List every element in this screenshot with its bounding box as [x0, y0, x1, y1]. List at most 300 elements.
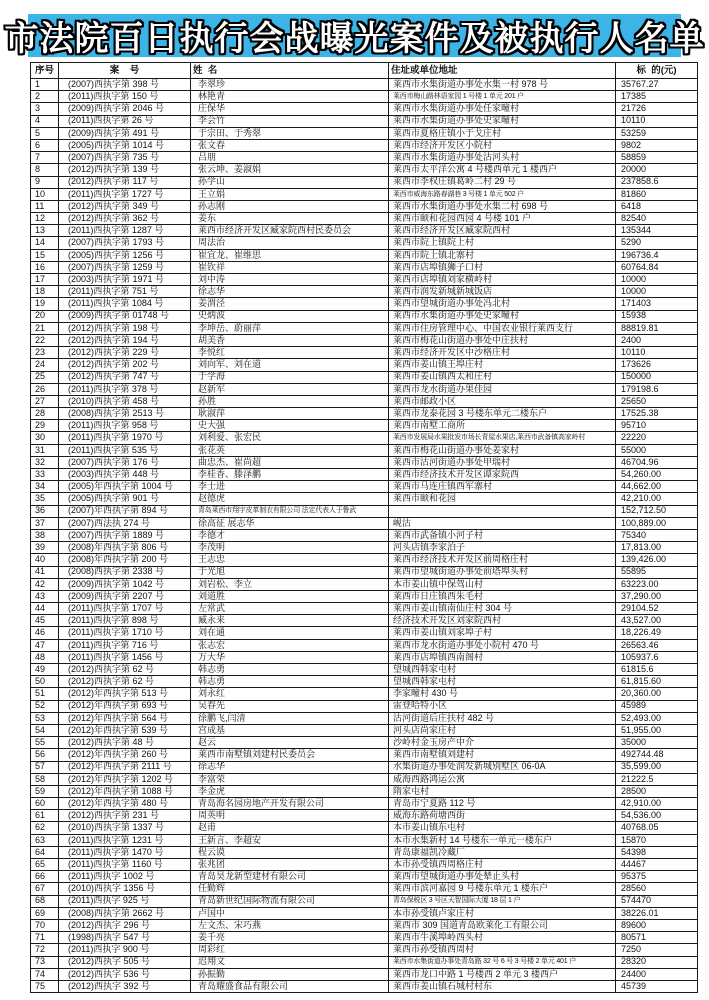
cell-serial-number: 31	[31, 444, 59, 456]
cell-name: 崔宜龙、崔维思	[191, 249, 389, 261]
cell-case-number: (2008)西执字第 2513 号	[59, 408, 191, 420]
cell-case-number: (2011)西执字 1002 号	[59, 871, 191, 883]
cell-case-number: (2011)西执字 925 号	[59, 895, 191, 907]
cell-serial-number: 15	[31, 249, 59, 261]
cell-serial-number: 63	[31, 834, 59, 846]
header-serial-number: 序号	[31, 63, 59, 79]
cell-name: 卢国中	[191, 907, 389, 919]
cell-name: 于学海	[191, 371, 389, 383]
table-row	[31, 688, 698, 700]
table-row	[31, 578, 698, 590]
cell-serial-number: 21	[31, 322, 59, 334]
cell-amount: 574470	[616, 895, 698, 907]
cell-amount: 6418	[616, 200, 698, 212]
table-row	[31, 859, 698, 871]
cell-amount: 54,260.00	[616, 469, 698, 481]
cell-name: 刘永红	[191, 688, 389, 700]
cell-address: 莱西市经济开发区中沙格庄村	[389, 347, 616, 359]
cell-case-number: (2012)西执字第 747 号	[59, 371, 191, 383]
cell-amount: 75340	[616, 529, 698, 541]
cell-address: 莱西市梅花山街道办事处中庄扶村	[389, 334, 616, 346]
table-row	[31, 420, 698, 432]
cell-amount: 37,290.00	[616, 590, 698, 602]
cell-address: 莱西市日庄镇西朱毛村	[389, 590, 616, 602]
cell-case-number: (2011)西执字第 1727 号	[59, 188, 191, 200]
table-row	[31, 542, 698, 554]
cell-name: 青岛海名园房地产开发有限公司	[191, 798, 389, 810]
table-row	[31, 968, 698, 980]
cell-serial-number: 27	[31, 395, 59, 407]
cell-address: 莱西市院上镇北寨村	[389, 249, 616, 261]
cell-amount: 17385	[616, 91, 698, 103]
page-title: 市法院百日执行会战曝光案件及被执行人名单	[4, 20, 705, 58]
table-row	[31, 164, 698, 176]
table-row	[31, 359, 698, 371]
cell-serial-number: 49	[31, 664, 59, 676]
table-row	[31, 761, 698, 773]
cell-serial-number: 55	[31, 737, 59, 749]
cell-serial-number: 37	[31, 517, 59, 529]
cell-amount: 80571	[616, 932, 698, 944]
cell-address: 莱西市润发新城新城饭店	[389, 286, 616, 298]
cell-address: 莱西市姜山镇刘家埠子村	[389, 627, 616, 639]
cell-amount: 171403	[616, 298, 698, 310]
cell-amount: 61,815.60	[616, 676, 698, 688]
cell-case-number: (2007)西执字第 176 号	[59, 456, 191, 468]
cell-name: 周彩红	[191, 944, 389, 956]
cell-serial-number: 19	[31, 298, 59, 310]
table-row	[31, 871, 698, 883]
cell-address: 莱西市经济开发区臧家院西村	[389, 225, 616, 237]
table-row	[31, 883, 698, 895]
table-row	[31, 237, 698, 249]
cell-amount: 20000	[616, 164, 698, 176]
cell-amount: 100,889.00	[616, 517, 698, 529]
cell-amount: 61815.6	[616, 664, 698, 676]
cell-case-number: (2012)西执字 536 号	[59, 968, 191, 980]
cell-serial-number: 41	[31, 566, 59, 578]
cell-amount: 53259	[616, 127, 698, 139]
table-row	[31, 91, 698, 103]
cell-case-number: (2012)西执字第 48 号	[59, 737, 191, 749]
cell-amount: 35767.27	[616, 79, 698, 91]
cell-serial-number: 4	[31, 115, 59, 127]
table-row	[31, 188, 698, 200]
table-row	[31, 956, 698, 968]
cell-case-number: (2007)西执字第 1889 号	[59, 529, 191, 541]
table-row	[31, 919, 698, 931]
cell-case-number: (2012)年西执字第 260 号	[59, 749, 191, 761]
cell-amount: 196736.4	[616, 249, 698, 261]
cell-address: 莱西市沽河街道办事处甲瑞村	[389, 456, 616, 468]
cell-serial-number: 29	[31, 420, 59, 432]
cell-case-number: (2005)年西执字第 1004 号	[59, 481, 191, 493]
cell-address: 莱西市水集街道办事处水集二村 698 号	[389, 200, 616, 212]
cell-serial-number: 6	[31, 139, 59, 151]
table-row	[31, 846, 698, 858]
cell-amount: 55895	[616, 566, 698, 578]
cell-name: 李会竹	[191, 115, 389, 127]
cell-amount: 10110	[616, 115, 698, 127]
cell-case-number: (2011)西执字第 535 号	[59, 444, 191, 456]
cell-serial-number: 46	[31, 627, 59, 639]
cell-name: 宫成基	[191, 724, 389, 736]
cell-amount: 42,210.00	[616, 493, 698, 505]
cell-address: 青岛保税区 3 号区天智国际大厦 18 层 1 户	[389, 895, 616, 907]
cell-case-number: (2005)西执字第 1014 号	[59, 139, 191, 151]
cell-serial-number: 8	[31, 164, 59, 176]
table-row	[31, 322, 698, 334]
cell-serial-number: 24	[31, 359, 59, 371]
cell-amount: 18,226.49	[616, 627, 698, 639]
cell-amount: 52,493.00	[616, 712, 698, 724]
cell-case-number: (2012)西执字第 229 号	[59, 347, 191, 359]
cell-case-number: (2007)年西执字第 894 号	[59, 505, 191, 517]
cell-amount: 46704.96	[616, 456, 698, 468]
table-row	[31, 517, 698, 529]
table-row	[31, 529, 698, 541]
cell-name: 赵德虎	[191, 493, 389, 505]
cell-address: 莱西市姜山镇石城村村东	[389, 980, 616, 992]
cell-amount: 29104.52	[616, 603, 698, 615]
table-row	[31, 79, 698, 91]
table-row	[31, 334, 698, 346]
cell-amount: 5290	[616, 237, 698, 249]
table-row	[31, 895, 698, 907]
cell-address: 莱西市颐和花园	[389, 493, 616, 505]
cell-amount: 135344	[616, 225, 698, 237]
cell-serial-number: 32	[31, 456, 59, 468]
cell-serial-number: 2	[31, 91, 59, 103]
cell-amount: 152,712.50	[616, 505, 698, 517]
cell-case-number: (2012)年西执字第 2111 号	[59, 761, 191, 773]
cell-serial-number: 28	[31, 408, 59, 420]
cell-address: 莱西市姜山镇西太和庄村	[389, 371, 616, 383]
cell-amount: 139,426.00	[616, 554, 698, 566]
table-row	[31, 444, 698, 456]
cell-serial-number: 45	[31, 615, 59, 627]
cell-serial-number: 22	[31, 334, 59, 346]
cell-case-number: (2011)西执字 900 号	[59, 944, 191, 956]
cell-serial-number: 69	[31, 907, 59, 919]
table-row	[31, 700, 698, 712]
cell-name: 王志忠	[191, 554, 389, 566]
cell-serial-number: 17	[31, 274, 59, 286]
table-row	[31, 932, 698, 944]
cell-address: 莱西市望城街道办事处冯北村	[389, 298, 616, 310]
cell-name: 张云坤、姜淑娟	[191, 164, 389, 176]
cell-case-number: (2012)年西执字第 480 号	[59, 798, 191, 810]
cell-case-number: (2008)年西执字第 806 号	[59, 542, 191, 554]
table-row	[31, 103, 698, 115]
cell-amount: 45989	[616, 700, 698, 712]
cell-serial-number: 43	[31, 590, 59, 602]
cell-case-number: (2007)西执字第 735 号	[59, 152, 191, 164]
cell-name: 李金虎	[191, 785, 389, 797]
cell-address: 莱西市龙水街道办果佳园	[389, 383, 616, 395]
cell-address: 莱西市水集街道办事处青岛路 32 号 6 号 3 号楼 2 单元 401 户	[389, 956, 616, 968]
cell-serial-number: 48	[31, 651, 59, 663]
cell-amount: 22220	[616, 432, 698, 444]
cell-serial-number: 12	[31, 213, 59, 225]
cell-name: 徐鹏飞,闫清	[191, 712, 389, 724]
cell-name: 孙志刚	[191, 200, 389, 212]
cell-serial-number: 66	[31, 871, 59, 883]
cell-name: 史大强	[191, 420, 389, 432]
cell-case-number: (2011)西执字第 1710 号	[59, 627, 191, 639]
cell-amount: 44,662.00	[616, 481, 698, 493]
cell-amount: 35000	[616, 737, 698, 749]
header-row	[31, 63, 698, 79]
cell-amount: 95375	[616, 871, 698, 883]
cell-name: 耿淑萍	[191, 408, 389, 420]
cell-case-number: (2012)年西执字第 539 号	[59, 724, 191, 736]
cell-amount: 42,910.00	[616, 798, 698, 810]
cell-amount: 24400	[616, 968, 698, 980]
cell-name: 于光旭	[191, 566, 389, 578]
cell-amount: 55000	[616, 444, 698, 456]
table-row	[31, 139, 698, 151]
cell-amount: 21726	[616, 103, 698, 115]
cell-case-number: (2012)西执字第 362 号	[59, 213, 191, 225]
cell-name: 莱西市南墅镇刘建村民委员会	[191, 749, 389, 761]
table-row	[31, 115, 698, 127]
cell-address: 莱西市水集街道办事处任家疃村	[389, 103, 616, 115]
cell-case-number: (2011)西执字第 958 号	[59, 420, 191, 432]
table-row	[31, 639, 698, 651]
table-row	[31, 127, 698, 139]
cell-amount: 60764.84	[616, 261, 698, 273]
header-case-number: 案 号	[59, 63, 191, 79]
cell-name: 姜渭泾	[191, 298, 389, 310]
cell-amount: 44467	[616, 859, 698, 871]
cell-address: 莱西市颐和花园西园 4 号楼 101 户	[389, 213, 616, 225]
cell-case-number: (2012)西执字 392 号	[59, 980, 191, 992]
table-row	[31, 785, 698, 797]
cell-name: 李翠珍	[191, 79, 389, 91]
cell-address: 莱西市水集街道办事处沽河头村	[389, 152, 616, 164]
cell-amount: 25650	[616, 395, 698, 407]
cell-amount: 38226.01	[616, 907, 698, 919]
cell-address: 本市孙受镇卢家庄村	[389, 907, 616, 919]
cell-amount: 81860	[616, 188, 698, 200]
cell-case-number: (2007)西执字第 398 号	[59, 79, 191, 91]
cell-serial-number: 68	[31, 895, 59, 907]
cell-case-number: (2012)西执字第 194 号	[59, 334, 191, 346]
cell-case-number: (2011)西执字第 26 号	[59, 115, 191, 127]
cell-address: 莱西市滨河嘉园 9 号楼东单元 1 楼东户	[389, 883, 616, 895]
cell-serial-number: 50	[31, 676, 59, 688]
cell-name: 刘岩松、李立	[191, 578, 389, 590]
cell-amount: 28560	[616, 883, 698, 895]
cell-name: 韩志勇	[191, 676, 389, 688]
cell-address	[389, 505, 616, 517]
cell-amount: 63223.00	[616, 578, 698, 590]
case-table	[30, 62, 698, 993]
cell-serial-number: 47	[31, 639, 59, 651]
cell-serial-number: 44	[31, 603, 59, 615]
cell-serial-number: 71	[31, 932, 59, 944]
cell-address: 沽河街道后庄扶村 482 号	[389, 712, 616, 724]
table-row	[31, 274, 698, 286]
table-row	[31, 627, 698, 639]
cell-address: 莱西市院上镇院上村	[389, 237, 616, 249]
cell-case-number: (2012)年西执字第 513 号	[59, 688, 191, 700]
cell-address: 莱西市店埠镇刘家横岭村	[389, 274, 616, 286]
cell-case-number: (2007)西执字第 1259 号	[59, 261, 191, 273]
cell-amount: 40768.05	[616, 822, 698, 834]
cell-case-number: (2012)年西执字第 1088 号	[59, 785, 191, 797]
cell-address: 莱西市夏格庄镇小于戈庄村	[389, 127, 616, 139]
cell-serial-number: 35	[31, 493, 59, 505]
cell-address: 莱西市邮政小区	[389, 395, 616, 407]
table-row	[31, 493, 698, 505]
cell-serial-number: 60	[31, 798, 59, 810]
cell-serial-number: 13	[31, 225, 59, 237]
cell-address: 莱西市姜山镇南仙庄村 304 号	[389, 603, 616, 615]
cell-name: 青岛新世纪国际物流有限公司	[191, 895, 389, 907]
cell-serial-number: 57	[31, 761, 59, 773]
cell-serial-number: 11	[31, 200, 59, 212]
cell-case-number: (2009)西执字第 01748 号	[59, 310, 191, 322]
cell-name: 王新言、李超安	[191, 834, 389, 846]
cell-address: 望城西韩家屯村	[389, 664, 616, 676]
cell-case-number: (2012)西执字 296 号	[59, 919, 191, 931]
cell-name: 刘利爱、张宏民	[191, 432, 389, 444]
cell-case-number: (2008)西执字第 2662 号	[59, 907, 191, 919]
table-row	[31, 712, 698, 724]
cell-case-number: (2010)西执字 1356 号	[59, 883, 191, 895]
cell-amount: 237858.6	[616, 176, 698, 188]
cell-amount: 26563.46	[616, 639, 698, 651]
cell-address: 莱西市望城街道办事处前塔埠头村	[389, 566, 616, 578]
cell-address: 威海东路荷塘西街	[389, 810, 616, 822]
cell-case-number: (2012)西执字第 231 号	[59, 810, 191, 822]
cell-case-number: (2011)西执字第 1160 号	[59, 859, 191, 871]
cell-serial-number: 70	[31, 919, 59, 931]
cell-address: 莱西市水集街道办事处史家疃村	[389, 310, 616, 322]
table-row	[31, 456, 698, 468]
cell-amount: 35,599.00	[616, 761, 698, 773]
cell-address: 莱西市望城街道办事处辇止头村	[389, 871, 616, 883]
cell-amount: 179198.6	[616, 383, 698, 395]
cell-serial-number: 65	[31, 859, 59, 871]
table-row	[31, 749, 698, 761]
cell-serial-number: 51	[31, 688, 59, 700]
cell-name: 臧永来	[191, 615, 389, 627]
table-row	[31, 651, 698, 663]
table-row	[31, 371, 698, 383]
cell-name: 李坤岳、蔚丽萍	[191, 322, 389, 334]
cell-address: 莱西市住房管理中心、中国农业银行莱西支行	[389, 322, 616, 334]
cell-case-number: (2007)西法执 274 号	[59, 517, 191, 529]
cell-address: 本市水集新村 14 号楼东一单元一楼东户	[389, 834, 616, 846]
cell-name: 崔钦祥	[191, 261, 389, 273]
cell-serial-number: 75	[31, 980, 59, 992]
cell-name: 李富荣	[191, 773, 389, 785]
cell-amount: 54398	[616, 846, 698, 858]
cell-amount: 28500	[616, 785, 698, 797]
header-name: 姓 名	[191, 63, 389, 79]
cell-address: 莱西市姜山镇王埠庄村	[389, 359, 616, 371]
cell-serial-number: 74	[31, 968, 59, 980]
cell-serial-number: 64	[31, 846, 59, 858]
cell-name: 姜千亮	[191, 932, 389, 944]
cell-case-number: (2012)西执字第 139 号	[59, 164, 191, 176]
table-row	[31, 176, 698, 188]
cell-name: 刘向军、刘在道	[191, 359, 389, 371]
cell-amount: 89600	[616, 919, 698, 931]
cell-serial-number: 42	[31, 578, 59, 590]
cell-name: 赵甫	[191, 822, 389, 834]
cell-address: 河头店镇李家泊子	[389, 542, 616, 554]
table-row	[31, 286, 698, 298]
cell-case-number: (2012)年西执字第 1202 号	[59, 773, 191, 785]
cell-case-number: (2011)西执字第 1470 号	[59, 846, 191, 858]
cell-name: 青岛昊龙新型建材有限公司	[191, 871, 389, 883]
cell-amount: 10000	[616, 274, 698, 286]
cell-address: 岘沽	[389, 517, 616, 529]
header-address: 住址或单位地址	[389, 63, 616, 79]
cell-case-number: (2003)西执字第 1971 号	[59, 274, 191, 286]
cell-amount: 150000	[616, 371, 698, 383]
cell-case-number: (2011)西执字第 1287 号	[59, 225, 191, 237]
cell-name: 张花英	[191, 444, 389, 456]
cell-amount: 17525.38	[616, 408, 698, 420]
cell-amount: 17,813.00	[616, 542, 698, 554]
cell-case-number: (2012)西执字第 349 号	[59, 200, 191, 212]
cell-serial-number: 72	[31, 944, 59, 956]
cell-case-number: (2007)西执字第 1793 号	[59, 237, 191, 249]
table-row	[31, 798, 698, 810]
cell-case-number: (2011)西执字第 150 号	[59, 91, 191, 103]
table-row	[31, 944, 698, 956]
cell-name: 左文杰、宋巧燕	[191, 919, 389, 931]
cell-case-number: (1998)西执字 547 号	[59, 932, 191, 944]
cell-serial-number: 14	[31, 237, 59, 249]
cell-name: 赵新军	[191, 383, 389, 395]
cell-amount: 45739	[616, 980, 698, 992]
cell-serial-number: 34	[31, 481, 59, 493]
cell-amount: 28320	[616, 956, 698, 968]
cell-name: 刘道胜	[191, 590, 389, 602]
table-row	[31, 810, 698, 822]
cell-address: 莱西市店埠镇西南阁村	[389, 651, 616, 663]
cell-serial-number: 53	[31, 712, 59, 724]
cell-name: 青岛耀盛食品有限公司	[191, 980, 389, 992]
cell-case-number: (2005)西执字第 1256 号	[59, 249, 191, 261]
cell-address: 沙岭村金玉房产中介	[389, 737, 616, 749]
cell-name: 孙学山	[191, 176, 389, 188]
cell-case-number: (2009)西执字第 491 号	[59, 127, 191, 139]
cell-serial-number: 62	[31, 822, 59, 834]
cell-address: 莱西市孙受镇西周村	[389, 944, 616, 956]
cell-address: 莱西市水集街道办事处史家疃村	[389, 115, 616, 127]
cell-amount: 95710	[616, 420, 698, 432]
cell-address: 本市姜山镇东屯村	[389, 822, 616, 834]
cell-serial-number: 52	[31, 700, 59, 712]
table-row	[31, 152, 698, 164]
cell-name: 刘在通	[191, 627, 389, 639]
cell-address: 莱西市南墅工商所	[389, 420, 616, 432]
cell-case-number: (2011)西执字第 1231 号	[59, 834, 191, 846]
table-row	[31, 432, 698, 444]
cell-address: 莱西市牛溪埠岭西头村	[389, 932, 616, 944]
cell-case-number: (2011)西执字第 1970 号	[59, 432, 191, 444]
cell-name: 莱西市经济开发区臧家院西村民委员会	[191, 225, 389, 237]
cell-case-number: (2009)西执字第 2207 号	[59, 590, 191, 602]
cell-name: 张志宏	[191, 639, 389, 651]
